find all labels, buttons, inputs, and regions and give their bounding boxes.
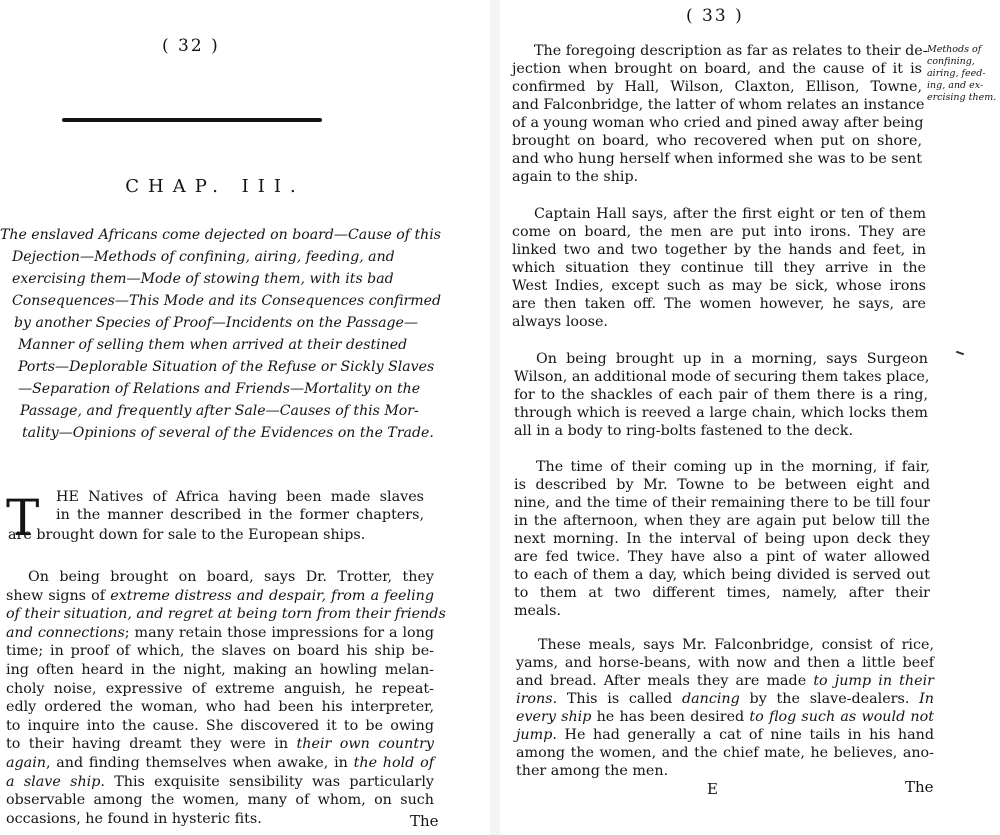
text-line: Captain Hall says, after the first eight or ten of them xyxy=(534,206,926,222)
text-line: linked two and two together by the hands and feet, in xyxy=(512,242,926,258)
chapter-summary xyxy=(0,224,442,444)
paragraph-towne xyxy=(514,458,930,620)
intro-paragraph-end xyxy=(8,526,428,544)
paragraph-foregoing xyxy=(512,42,928,186)
text-line: nine, and the time of their remaining there to be till four xyxy=(514,495,930,511)
summary-line: by another Species of Proof—Incidents on the Passage— xyxy=(14,315,418,331)
text-line: HE Natives of Africa having been made slaves xyxy=(56,489,424,505)
text-line: shew signs of extreme distress and despair, from a feeling xyxy=(6,587,435,604)
text-line: always loose. xyxy=(512,314,608,330)
summary-line: exercising them—Mode of stowing them, with its bad xyxy=(12,271,394,287)
summary-line: The enslaved Africans come dejected on board—Cause of this xyxy=(0,227,441,243)
text-line: occasions, he found in hysteric fits. xyxy=(6,810,262,827)
margin-note-line: ing, and ex- xyxy=(927,80,984,91)
text-line: which situation they continue till they arrive in the xyxy=(512,260,926,276)
text-line: yams, and horse-beans, with now and then a little beef xyxy=(516,655,934,671)
text-line: again, and finding themselves when awake, in the hold of xyxy=(6,754,434,771)
text-line: are then taken off. The women however, he says, are xyxy=(512,296,926,312)
text-line: and who hung herself when informed she was to be sent xyxy=(512,151,922,167)
text-line: in the afternoon, when they are again put below till the xyxy=(514,513,930,529)
text-line: of their situation, and regret at being torn from their friends xyxy=(6,606,446,623)
text-line: are fed twice. They have also a pint of water allowed xyxy=(514,549,930,565)
summary-line: Dejection—Methods of confining, airing, feeding, and xyxy=(12,249,395,265)
paragraph-falconbridge xyxy=(516,636,934,780)
text-line: The time of their coming up in the morning, if fair, xyxy=(536,459,930,475)
text-line: On being brought on board, says Dr. Trotter, they xyxy=(28,569,434,585)
margin-note-line: ercising them. xyxy=(927,92,997,103)
catchword-right: The xyxy=(905,778,934,796)
page-number-right: ( 33 ) xyxy=(686,6,744,26)
text-line: for to the shackles of each pair of them there is a ring, xyxy=(514,387,928,403)
text-line: meals. xyxy=(514,603,561,619)
signature-mark: E xyxy=(707,780,718,798)
trotter-paragraph xyxy=(6,568,446,828)
text-line: On being brought up in a morning, says Surgeon xyxy=(536,351,928,367)
margin-note-line: airing, feed- xyxy=(927,68,986,79)
text-line: time; in proof of which, the slaves on board his ship be- xyxy=(6,643,434,660)
summary-line: Ports—Deplorable Situation of the Refuse or Sickly Slaves xyxy=(18,359,435,375)
drop-cap: T xyxy=(6,489,40,547)
text-line: to each of them a day, which being divided is served out xyxy=(514,567,930,583)
text-line: choly noise, expressive of extreme anguish, he repeat- xyxy=(6,680,434,697)
text-line: every ship he has been desired to flog such as would not xyxy=(516,709,934,725)
text-line: ing often heard in the night, making an howling melan- xyxy=(6,661,434,678)
summary-line: Manner of selling them when arrived at their destined xyxy=(18,337,408,353)
summary-line: Consequences—This Mode and its Consequences confirmed xyxy=(12,293,442,309)
text-line: through which is reeved a large chain, which locks them xyxy=(514,405,928,421)
text-line: edly ordered the woman, who had been his interpreter, xyxy=(6,699,434,716)
catchword-left: The xyxy=(410,812,439,830)
text-line: West Indies, except such as may be sick, whose irons xyxy=(512,278,926,294)
text-line: jump. He had generally a cat of nine tails in his hand xyxy=(516,727,934,743)
paragraph-hall xyxy=(512,205,926,331)
text-line: in the manner described in the former chapters, xyxy=(56,507,424,523)
text-line: brought on board, who recovered when put on shore, xyxy=(512,133,922,149)
decorative-rule xyxy=(62,118,322,122)
text-line: The foregoing description as far as relates to their de- xyxy=(534,43,928,59)
text-line: again to the ship. xyxy=(512,169,639,185)
ink-speck xyxy=(956,351,964,356)
text-line: a slave ship. This exquisite sensibility was particularly xyxy=(6,773,434,790)
text-line: to them at two different times, namely, after their xyxy=(514,585,930,601)
text-line: irons. This is called dancing by the slave-dealers. In xyxy=(516,691,934,707)
text-line: is described by Mr. Towne to be between eight and xyxy=(514,477,930,493)
text-line: among the women, and the chief mate, he believes, ano- xyxy=(516,745,934,761)
text-line: to their having dreamt they were in their own country xyxy=(6,736,434,753)
page-number-left: ( 32 ) xyxy=(162,36,220,56)
summary-line: —Separation of Relations and Friends—Mortality on the xyxy=(18,381,421,397)
text-line: and Falconbridge, the latter of whom relates an instance xyxy=(512,97,925,113)
text-line: next morning. In the interval of being upon deck they xyxy=(514,531,930,547)
text-line: and bread. After meals they are made to jump in their xyxy=(516,673,934,689)
text-line: to inquire into the cause. She discovered it to be owing xyxy=(6,717,434,734)
margin-note xyxy=(927,44,1000,104)
chapter-heading: CHAP. III. xyxy=(125,176,305,197)
intro-paragraph xyxy=(56,488,424,524)
text-line: of a young woman who cried and pined away after being xyxy=(512,115,924,131)
text-line: These meals, says Mr. Falconbridge, consist of rice, xyxy=(538,637,934,653)
summary-line: Passage, and frequently after Sale—Causes of this Mor- xyxy=(20,403,419,419)
text-line: confirmed by Hall, Wilson, Claxton, Ellison, Towne, xyxy=(512,79,922,95)
margin-note-line: confining, xyxy=(927,56,975,67)
paragraph-wilson xyxy=(514,350,928,440)
left-page xyxy=(0,0,490,835)
text-line: Wilson, an additional mode of securing them takes place, xyxy=(514,369,930,385)
text-line: ther among the men. xyxy=(516,763,669,779)
text-line: all in a body to ring-bolts fastened to the deck. xyxy=(514,423,853,439)
text-line: are brought down for sale to the European ships. xyxy=(8,527,366,543)
summary-line: tality—Opinions of several of the Evidences on the Trade. xyxy=(22,425,434,441)
margin-note-line: Methods of xyxy=(927,44,982,55)
text-line: come on board, the men are put into irons. They are xyxy=(512,224,926,240)
page-gutter xyxy=(490,0,500,835)
text-line: and connections; many retain those impressions for a long xyxy=(6,624,434,641)
text-line: jection when brought on board, and the cause of it is xyxy=(512,61,922,77)
text-line: observable among the women, many of whom, on such xyxy=(6,792,434,809)
